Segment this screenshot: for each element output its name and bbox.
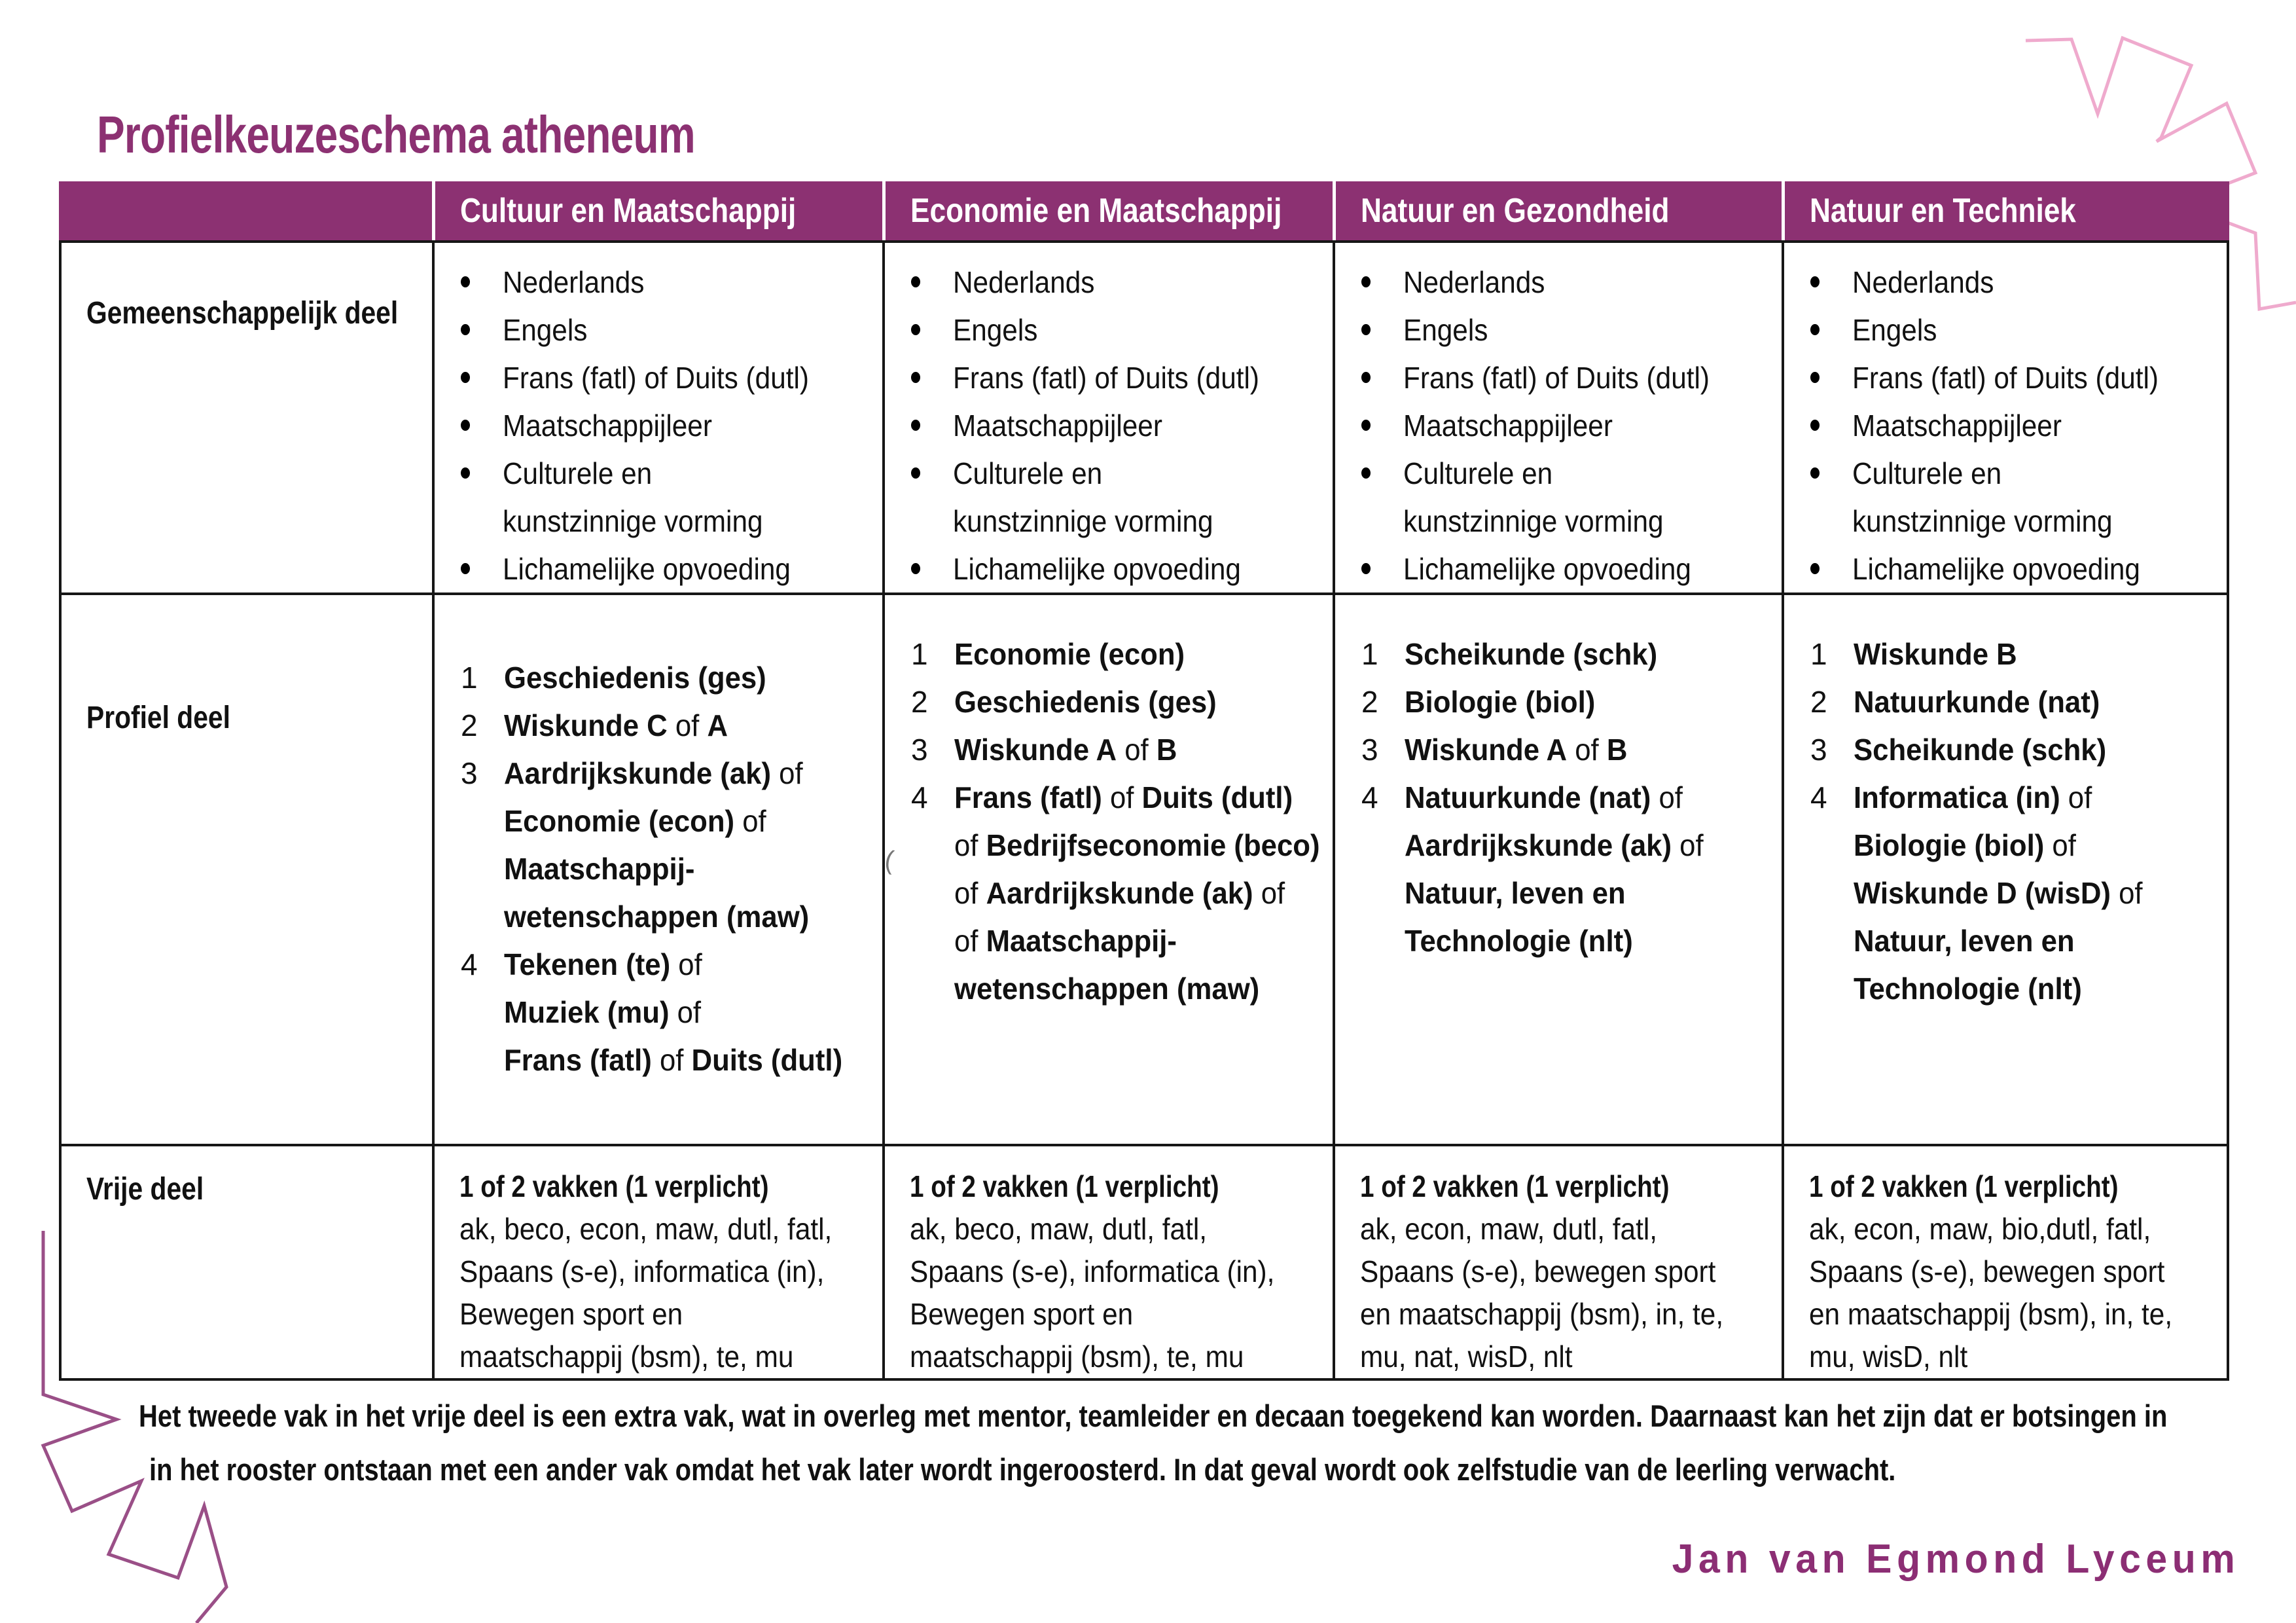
bullet-icon	[911, 276, 920, 287]
bullet-icon	[1361, 420, 1371, 431]
numbered-item: 1 Wiskunde B	[1810, 637, 2017, 671]
numbered-item: 2 Geschiedenis (ges)	[911, 685, 1217, 719]
list-item: Culturele en kunstzinnige vorming	[461, 450, 869, 545]
list-item: Lichamelijke opvoeding	[1361, 545, 1768, 593]
numbered-item: 3 Scheikunde (schk)	[1810, 733, 2107, 767]
numbered-item: 1 Geschiedenis (ges)	[461, 661, 766, 695]
numbered-item: 1 Economie (econ)	[911, 637, 1185, 671]
numbered-item: 1 Scheikunde (schk)	[1361, 637, 1658, 671]
list-item: Maatschappijleer	[461, 402, 869, 450]
free-part-cell-natuur-en-gezondheid: 1 of 2 vakken (1 verplicht) ak, econ, maw, dutl, fatl, Spaans (s-e), bewegen sport en maatschappij (bsm), in, te, mu, nat, wisD, nlt	[1333, 1144, 1782, 1381]
numbered-item: 3 Wiskunde A of B	[1361, 733, 1628, 767]
list-item: Culturele en kunstzinnige vorming	[1810, 450, 2214, 545]
list-item: Culturele en kunstzinnige vorming	[1361, 450, 1768, 545]
bullet-icon	[1810, 467, 1820, 479]
bullet-icon	[461, 420, 470, 431]
list-item: Engels	[1810, 306, 2214, 354]
list-item: Engels	[461, 306, 869, 354]
profile-subjects-cell-economie-en-maatschappij	[882, 593, 1333, 1144]
bullet-icon	[911, 372, 920, 383]
footnote-line: Het tweede vak in het vrije deel is een extra vak, wat in overleg met mentor, teamleider en decaan toegekend kan worden. Daarnaast kan het zijn dat er botsingen in	[139, 1398, 2168, 1433]
row-label: Vrije deel	[86, 1172, 204, 1207]
numbered-item: 3 Wiskunde A of B	[911, 733, 1177, 767]
free-part-cell-economie-en-maatschappij: 1 of 2 vakken (1 verplicht) ak, beco, maw, dutl, fatl, Spaans (s-e), informatica (in), Bewegen sport en maatschappij (bsm), te, mu	[882, 1144, 1333, 1381]
list-item: Engels	[911, 306, 1319, 354]
numbered-item: 2 Natuurkunde (nat)	[1810, 685, 2100, 719]
list-item: Lichamelijke opvoeding	[461, 545, 869, 593]
row-label-gemeenschappelijk-deel	[59, 240, 432, 593]
bullet-icon	[461, 324, 470, 335]
free-part-cell-natuur-en-techniek: 1 of 2 vakken (1 verplicht) ak, econ, maw, bio,dutl, fatl, Spaans (s-e), bewegen sport en maatschappij (bsm), in, te, mu, wisD, nlt	[1782, 1144, 2229, 1381]
list-item: Frans (fatl) of Duits (dutl)	[1810, 354, 2214, 402]
list-item: Lichamelijke opvoeding	[911, 545, 1319, 593]
profile-choice-table	[59, 181, 2229, 1374]
list-item: Maatschappijleer	[1810, 402, 2214, 450]
free-part-heading: 1 of 2 vakken (1 verplicht)	[910, 1169, 1219, 1203]
numbered-item: 4 Frans (fatl) of Duits (dutl) of Bedrijfseconomie (beco) of Aardrijkskunde (ak) of of Maatschappij- wetenschappen (maw)	[911, 780, 1320, 1006]
common-subjects-cell-natuur-en-gezondheid	[1333, 240, 1782, 593]
free-part-cell-cultuur-en-maatschappij: 1 of 2 vakken (1 verplicht) ak, beco, econ, maw, dutl, fatl, Spaans (s-e), informatica (in), Bewegen sport en maatschappij (bsm), te, mu	[432, 1144, 882, 1381]
free-part-heading: 1 of 2 vakken (1 verplicht)	[1360, 1169, 1670, 1203]
column-header-natuur-en-techniek	[1782, 181, 2229, 240]
profile-subjects-cell-natuur-en-techniek	[1782, 593, 2229, 1144]
bullet-icon	[1361, 372, 1371, 383]
bullet-icon	[1810, 420, 1820, 431]
list-item: Frans (fatl) of Duits (dutl)	[1361, 354, 1768, 402]
bullet-icon	[911, 467, 920, 479]
numbered-item: 3 Aardrijkskunde (ak) of Economie (econ) of Maatschappij- wetenschappen (maw)	[461, 756, 810, 934]
row-label-vrije-deel	[59, 1144, 432, 1381]
bullet-icon	[461, 372, 470, 383]
free-part-heading: 1 of 2 vakken (1 verplicht)	[459, 1169, 769, 1203]
bullet-icon	[911, 420, 920, 431]
footnote-line: in het rooster ontstaan met een ander vak omdat het vak later wordt ingeroosterd. In dat geval wordt ook zelfstudie van de leerling verwacht.	[149, 1452, 1896, 1487]
list-item: Engels	[1361, 306, 1768, 354]
row-label: Profiel deel	[86, 701, 230, 735]
numbered-item: 4 Informatica (in) of Biologie (biol) of Wiskunde D (wisD) of Natuur, leven en Technologie (nlt)	[1810, 780, 2143, 1006]
list-item: Nederlands	[1361, 259, 1768, 306]
numbered-item: 2 Biologie (biol)	[1361, 685, 1596, 719]
free-part-heading: 1 of 2 vakken (1 verplicht)	[1809, 1169, 2119, 1203]
list-item: Nederlands	[1810, 259, 2214, 306]
bullet-icon	[1361, 324, 1371, 335]
bullet-icon	[461, 563, 470, 574]
column-header-label: Economie en Maatschappij	[910, 192, 1282, 230]
page-title: Profielkeuzeschema atheneum	[97, 105, 695, 164]
list-item: Nederlands	[911, 259, 1319, 306]
bullet-icon	[1810, 276, 1820, 287]
list-item: Maatschappijleer	[1361, 402, 1768, 450]
bullet-icon	[461, 467, 470, 479]
list-item: Lichamelijke opvoeding	[1810, 545, 2214, 593]
scan-artifact-mark: (	[883, 845, 896, 875]
common-subjects-cell-natuur-en-techniek	[1782, 240, 2229, 593]
list-item: Nederlands	[461, 259, 869, 306]
common-subjects-cell-economie-en-maatschappij	[882, 240, 1333, 593]
footnote	[139, 1389, 2296, 1497]
column-header-economie-en-maatschappij	[882, 181, 1333, 240]
profile-subjects-cell-natuur-en-gezondheid	[1333, 593, 1782, 1144]
bullet-icon	[911, 563, 920, 574]
numbered-item: 4 Tekenen (te) of Muziek (mu) of Frans (fatl) of Duits (dutl)	[461, 947, 843, 1077]
bullet-icon	[1810, 563, 1820, 574]
list-item: Maatschappijleer	[911, 402, 1319, 450]
numbered-item: 4 Natuurkunde (nat) of Aardrijkskunde (ak) of Natuur, leven en Technologie (nlt)	[1361, 780, 1704, 958]
bullet-icon	[1361, 276, 1371, 287]
bullet-icon	[1361, 467, 1371, 479]
bullet-icon	[461, 276, 470, 287]
row-label-profiel-deel	[59, 593, 432, 1144]
bullet-icon	[1810, 372, 1820, 383]
bullet-icon	[1361, 563, 1371, 574]
row-label: Gemeenschappelijk deel	[86, 296, 399, 331]
list-item: Frans (fatl) of Duits (dutl)	[911, 354, 1319, 402]
column-header-label: Natuur en Techniek	[1810, 192, 2076, 230]
header-empty-cell	[59, 181, 432, 240]
bullet-icon	[911, 324, 920, 335]
bullet-icon	[1810, 324, 1820, 335]
school-logo: Jan van Egmond Lyceum	[1672, 1537, 2240, 1582]
column-header-label: Cultuur en Maatschappij	[460, 192, 797, 230]
profile-subjects-cell-cultuur-en-maatschappij	[432, 593, 882, 1144]
list-item: Culturele en kunstzinnige vorming	[911, 450, 1319, 545]
column-header-cultuur-en-maatschappij	[432, 181, 882, 240]
common-subjects-cell-cultuur-en-maatschappij	[432, 240, 882, 593]
column-header-label: Natuur en Gezondheid	[1361, 192, 1670, 230]
column-header-natuur-en-gezondheid	[1333, 181, 1782, 240]
numbered-item: 2 Wiskunde C of A	[461, 708, 728, 742]
list-item: Frans (fatl) of Duits (dutl)	[461, 354, 869, 402]
